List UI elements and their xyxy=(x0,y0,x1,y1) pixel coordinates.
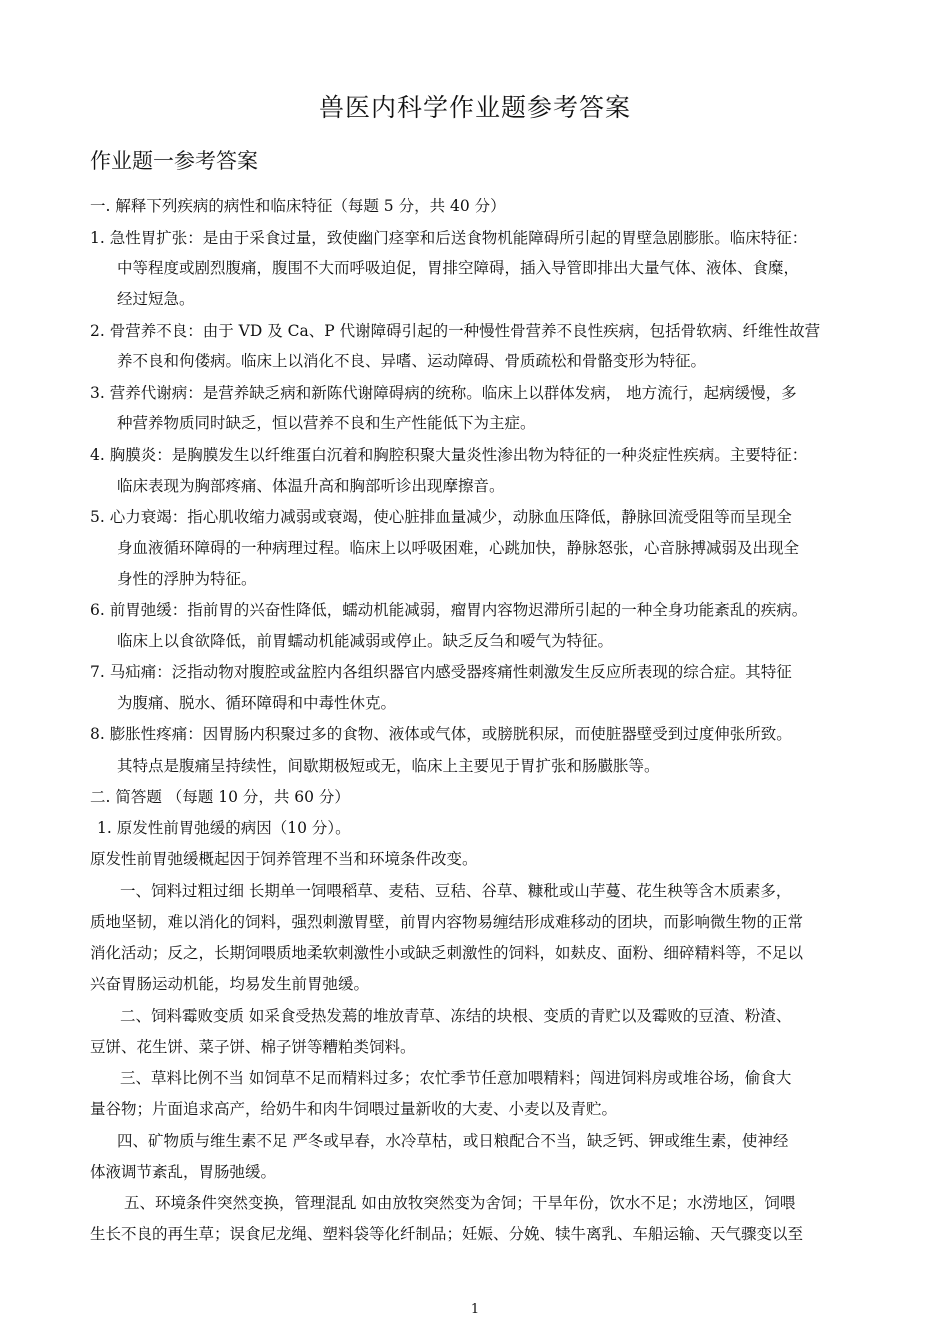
text-line: 临床表现为胸部疼痛、体温升高和胸部听诊出现摩擦音。 xyxy=(117,477,505,495)
text-line: 1. 原发性前胃弛缓的病因（10 分）。 xyxy=(97,819,351,837)
text-line: 5. 心力衰竭：指心肌收缩力减弱或衰竭，使心脏排血量减少，动脉血压降低，静脉回流受阻等而呈现全 xyxy=(90,508,792,526)
text-line: 一、饲料过粗过细 长期单一饲喂稻草、麦秸、豆秸、谷草、糠秕或山芋蔓、花生秧等含木质素多， xyxy=(120,882,792,900)
text-line: 8. 膨胀性疼痛：因胃肠内积聚过多的食物、液体或气体，或膀胱积尿，而使脏器壁受到过度伸张所致。 xyxy=(90,725,792,743)
text-line: 4. 胸膜炎：是胸膜发生以纤维蛋白沉着和胸腔积聚大量炎性渗出物为特征的一种炎症性疾病。主要特征： xyxy=(90,446,808,464)
text-line: 7. 马疝痛：泛指动物对腹腔或盆腔内各组织器官内感受器疼痛性刺激发生反应所表现的综合症。其特征 xyxy=(90,663,792,681)
page-number: 1 xyxy=(470,1302,480,1317)
text-line: 二. 简答题 （每题 10 分，共 60 分） xyxy=(90,788,350,806)
text-line: 兴奋胃肠运动机能，均易发生前胃弛缓。 xyxy=(90,975,370,993)
section-title: 作业题一参考答案 xyxy=(90,149,258,173)
text-line: 一. 解释下列疾病的病性和临床特征（每题 5 分，共 40 分） xyxy=(90,197,506,215)
text-line: 质地坚韧，难以消化的饲料，强烈刺激胃壁，前胃内容物易缠结形成难移动的团块，而影响微生物的正常 xyxy=(90,913,804,931)
text-line: 3. 营养代谢病：是营养缺乏病和新陈代谢障碍病的统称。临床上以群体发病， 地方流行，起病缓慢，多 xyxy=(90,384,797,402)
text-line: 1. 急性胃扩张：是由于采食过量，致使幽门痉挛和后送食物机能障碍所引起的胃壁急剧膨胀。临床特征： xyxy=(90,229,808,247)
text-line: 五、环境条件突然变换，管理混乱 如由放牧突然变为舍饲；干旱年份，饮水不足；水涝地区，饲喂 xyxy=(124,1194,796,1212)
text-line: 消化活动；反之，长期饲喂质地柔软刺激性小或缺乏刺激性的饲料，如麸皮、面粉、细碎精料等，不足以 xyxy=(90,944,804,962)
text-line: 身血液循环障碍的一种病理过程。临床上以呼吸困难，心跳加快，静脉怒张，心音脉搏减弱及出现全 xyxy=(117,539,800,557)
text-line: 为腹痛、脱水、循环障碍和中毒性休克。 xyxy=(117,694,397,712)
text-line: 豆饼、花生饼、菜子饼、棉子饼等糟粕类饲料。 xyxy=(90,1038,416,1056)
text-line: 养不良和佝偻病。临床上以消化不良、异嗜、运动障碍、骨质疏松和骨骼变形为特征。 xyxy=(117,352,707,370)
text-line: 四、矿物质与维生素不足 严冬或早春，水冷草枯，或日粮配合不当，缺乏钙、钾或维生素，使神经 xyxy=(117,1132,789,1150)
text-line: 2. 骨营养不良：由于 VD 及 Ca、P 代谢障碍引起的一种慢性骨营养不良性疾病，包括骨软病、纤维性故营 xyxy=(90,322,821,340)
text-line: 生长不良的再生草；误食尼龙绳、塑料袋等化纤制品；妊娠、分娩、犊牛离乳、车船运输、天气骤变以至 xyxy=(90,1225,804,1243)
text-line: 量谷物；片面追求高产，给奶牛和肉牛饲喂过量新收的大麦、小麦以及青贮。 xyxy=(90,1100,618,1118)
text-line: 其特点是腹痛呈持续性，间歇期极短或无，临床上主要见于胃扩张和肠臌胀等。 xyxy=(117,757,660,775)
text-line: 临床上以食欲降低，前胃蠕动机能减弱或停止。缺乏反刍和嗳气为特征。 xyxy=(117,632,614,650)
text-line: 身性的浮肿为特征。 xyxy=(117,570,257,588)
text-line: 中等程度或剧烈腹痛，腹围不大而呼吸迫促，胃排空障碍，插入导管即排出大量气体、液体、食糜， xyxy=(117,259,800,277)
text-line: 经过短急。 xyxy=(117,290,195,308)
text-line: 三、草料比例不当 如饲草不足而精料过多；农忙季节任意加喂精料；闯进饲料房或堆谷场，偷食大 xyxy=(120,1069,792,1087)
text-line: 二、饲料霉败变质 如采食受热发蔫的堆放青草、冻结的块根、变质的青贮以及霉败的豆渣、粉渣、 xyxy=(120,1007,792,1025)
document-title: 兽医内科学作业题参考答案 xyxy=(318,93,631,122)
text-line: 种营养物质同时缺乏，恒以营养不良和生产性能低下为主症。 xyxy=(117,414,536,432)
text-line: 原发性前胃弛缓概起因于饲养管理不当和环境条件改变。 xyxy=(90,850,478,868)
text-line: 6. 前胃弛缓：指前胃的兴奋性降低，蠕动机能减弱，瘤胃内容物迟滞所引起的一种全身功能紊乱的疾病。 xyxy=(90,601,808,619)
text-line: 体液调节紊乱，胃肠弛缓。 xyxy=(90,1163,277,1181)
